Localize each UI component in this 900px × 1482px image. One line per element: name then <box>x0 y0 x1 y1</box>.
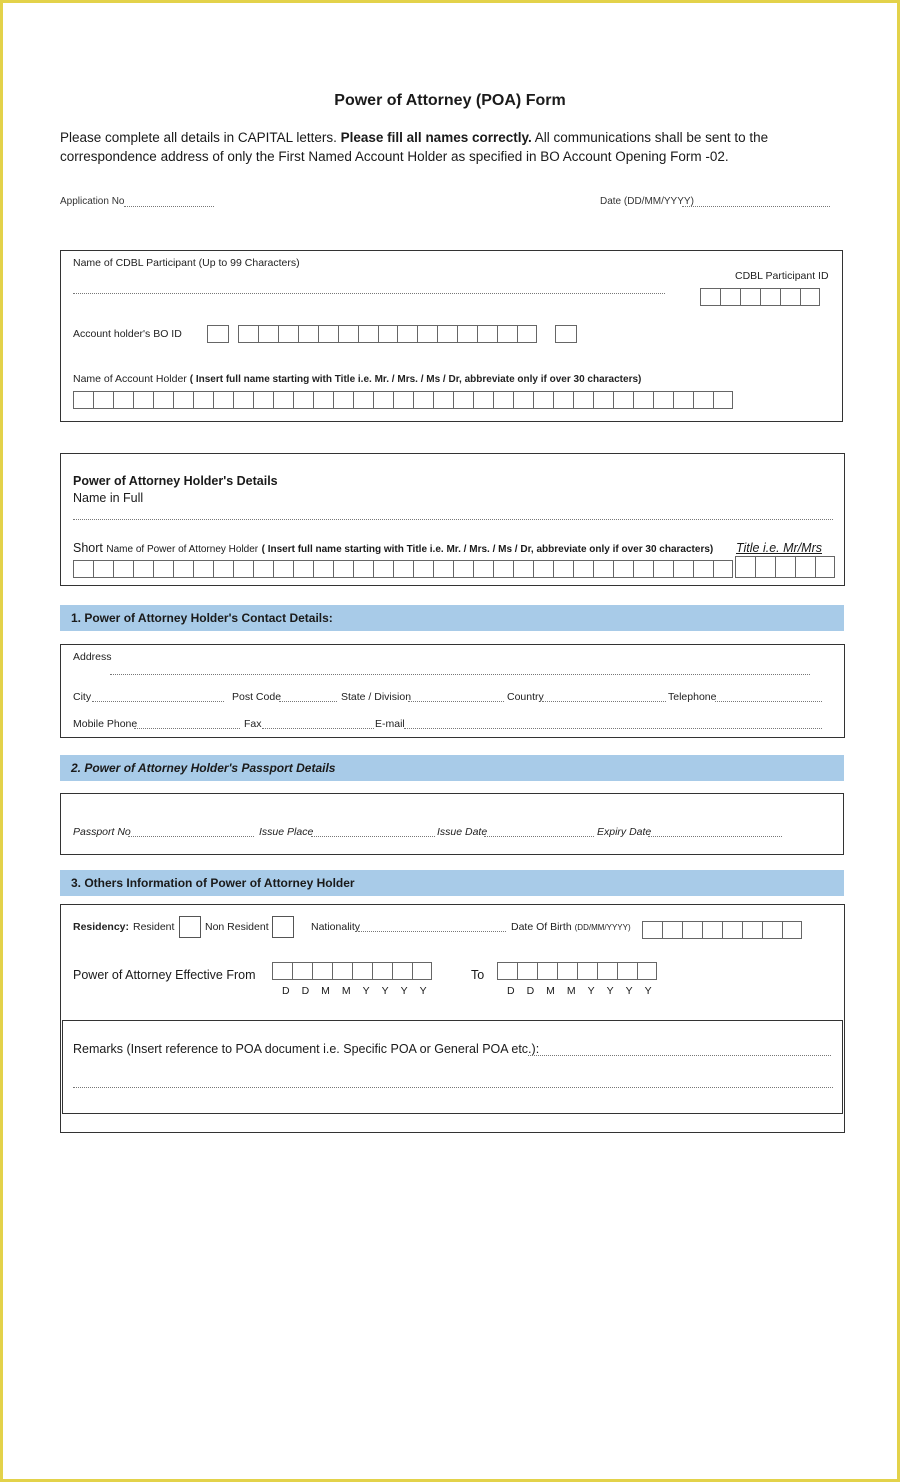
effective-to-format: DDMMYYYY <box>507 985 664 997</box>
bo-id-label: Account holder's BO ID <box>73 328 182 340</box>
title-label: Title i.e. Mr/Mrs <box>736 541 822 555</box>
bo-id-box-4[interactable] <box>555 325 579 343</box>
bo-id-box-2[interactable] <box>238 325 398 343</box>
effective-from-boxes[interactable] <box>272 962 432 980</box>
telephone-label: Telephone <box>668 691 717 703</box>
issue-date-label: Issue Date <box>437 826 488 838</box>
participant-name-label: Name of CDBL Participant (Up to 99 Characters) <box>73 257 300 269</box>
state-field[interactable] <box>408 701 504 702</box>
expiry-date-label: Expiry Date <box>597 826 652 838</box>
fax-label: Fax <box>244 718 262 730</box>
expiry-date-field[interactable] <box>648 836 782 837</box>
residency-label: Residency: <box>73 921 130 933</box>
email-label: E-mail <box>375 718 405 730</box>
form-title: Power of Attorney (POA) Form <box>334 92 566 109</box>
date-field[interactable] <box>682 206 830 207</box>
country-label: Country <box>507 691 544 703</box>
effective-to-boxes[interactable] <box>497 962 657 980</box>
non-resident-checkbox[interactable] <box>272 916 294 938</box>
address-field[interactable] <box>110 674 810 675</box>
application-no-label: Application No <box>60 196 125 207</box>
nationality-field[interactable] <box>358 931 506 932</box>
short-name-boxes[interactable] <box>73 560 733 580</box>
remarks-field-1[interactable] <box>528 1055 831 1056</box>
remarks-label: Remarks (Insert reference to POA document i.e. Specific POA or General POA etc.): <box>73 1042 540 1056</box>
city-field[interactable] <box>92 701 224 702</box>
to-label: To <box>471 968 485 982</box>
effective-from-format: DDMMYYYY <box>282 985 439 997</box>
participant-id-boxes[interactable] <box>700 288 820 306</box>
dob-label: Date Of Birth (DD/MM/YYYY) <box>511 921 631 933</box>
post-code-label: Post Code <box>232 691 282 703</box>
mobile-label: Mobile Phone <box>73 718 138 730</box>
email-field[interactable] <box>404 728 822 729</box>
remarks-box <box>62 1020 843 1114</box>
passport-no-field[interactable] <box>128 836 254 837</box>
name-in-full-label: Name in Full <box>73 491 144 505</box>
application-no-field[interactable] <box>124 206 214 207</box>
account-holder-boxes[interactable] <box>73 391 733 411</box>
passport-band: 2. Power of Attorney Holder's Passport Details <box>60 755 844 781</box>
name-in-full-field[interactable] <box>73 519 833 520</box>
title-boxes[interactable] <box>735 556 835 578</box>
passport-section <box>60 793 844 855</box>
others-band: 3. Others Information of Power of Attorney Holder <box>60 870 844 896</box>
bo-id-box-1[interactable] <box>207 325 231 343</box>
dob-boxes[interactable] <box>642 921 802 939</box>
issue-place-label: Issue Place <box>259 826 314 838</box>
account-holder-label: Name of Account Holder ( Insert full name starting with Title i.e. Mr. / Mrs. / Ms / Dr, abbreviate only if over 30 characters) <box>73 373 642 385</box>
short-name-label: Short Name of Power of Attorney Holder ( Insert full name starting with Title i.e. Mr. / Mrs. / Ms / Dr, abbreviate only if over 30 characters) <box>73 541 714 555</box>
post-code-field[interactable] <box>279 701 337 702</box>
mobile-field[interactable] <box>134 728 240 729</box>
form-intro: Please complete all details in CAPITAL letters. Please fill all names correctly. All communications shall be sent to the correspondence address of only the First Named Account Holder as specified in BO Account Opening Form -02. <box>60 130 769 164</box>
country-field[interactable] <box>542 701 666 702</box>
state-label: State / Division <box>341 691 412 703</box>
issue-date-field[interactable] <box>484 836 594 837</box>
poa-details-heading: Power of Attorney Holder's Details <box>73 474 278 488</box>
bo-id-box-3[interactable] <box>397 325 537 343</box>
remarks-field-2[interactable] <box>73 1087 833 1088</box>
issue-place-field[interactable] <box>311 836 435 837</box>
address-label: Address <box>73 651 112 663</box>
passport-no-label: Passport No <box>73 826 131 838</box>
city-label: City <box>73 691 92 703</box>
contact-section <box>60 644 845 738</box>
participant-id-label: CDBL Participant ID <box>735 270 829 282</box>
resident-checkbox[interactable] <box>179 916 201 938</box>
telephone-field[interactable] <box>715 701 822 702</box>
nationality-label: Nationality <box>311 921 361 933</box>
participant-name-field[interactable] <box>73 293 665 294</box>
effective-from-label: Power of Attorney Effective From <box>73 968 256 982</box>
non-resident-label: Non Resident <box>205 921 269 933</box>
fax-field[interactable] <box>262 728 374 729</box>
date-label: Date (DD/MM/YYYY) <box>600 196 694 207</box>
resident-label: Resident <box>133 921 175 933</box>
contact-band: 1. Power of Attorney Holder's Contact Details: <box>60 605 844 631</box>
